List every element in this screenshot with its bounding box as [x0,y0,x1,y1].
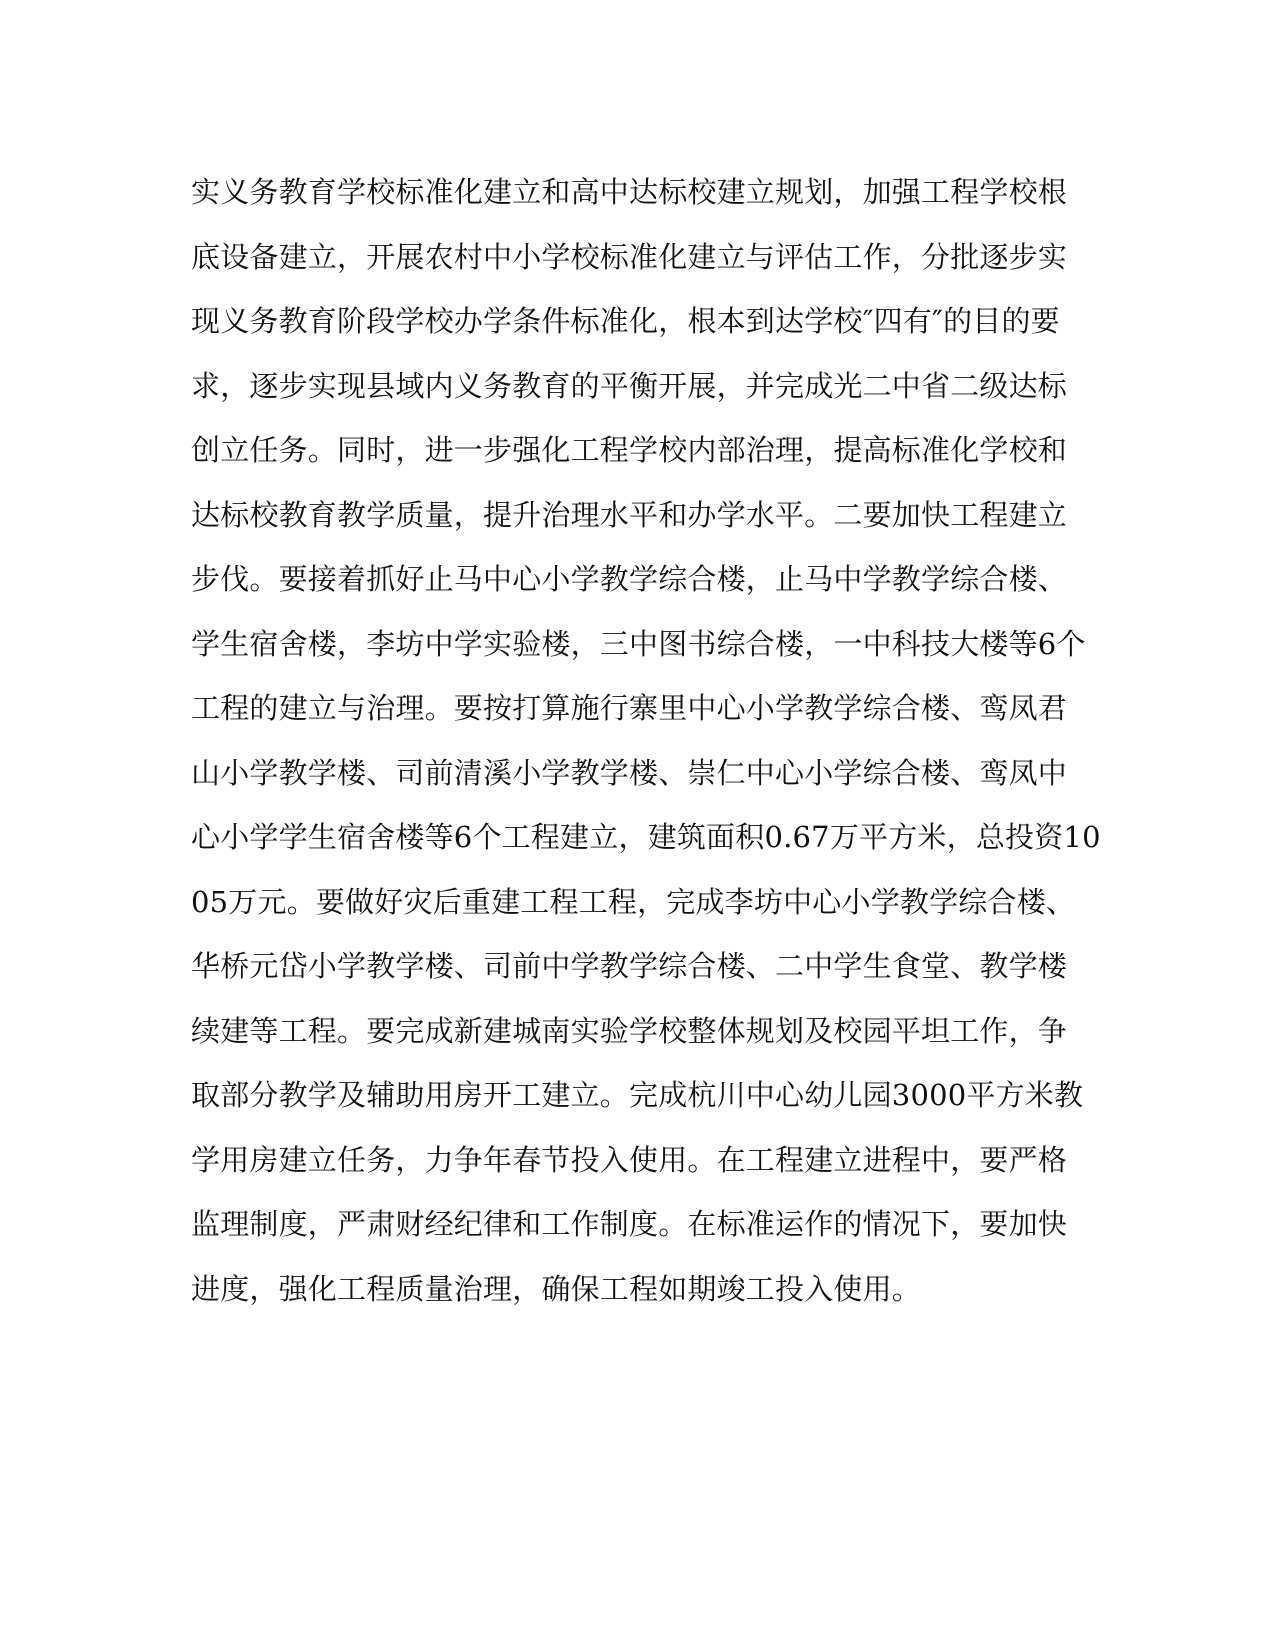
text-line: 山小学教学楼、司前清溪小学教学楼、崇仁中心小学综合楼、鸾凤中 [191,755,1068,790]
text-line: 续建等工程。要完成新建城南实验学校整体规划及校园平坦工作，争 [191,1013,1068,1048]
text-line: 现义务教育阶段学校办学条件标准化，根本到达学校″四有″的目的要 [191,304,1060,338]
text-line: 学用房建立任务，力争年春节投入使用。在工程建立进程中，要严格 [191,1142,1068,1177]
text-line: 创立任务。同时，进一步强化工程学校内部治理，提高标准化学校和 [191,433,1068,467]
text-line: 底设备建立，开展农村中小学校标准化建立与评估工作，分批逐步实 [191,239,1068,274]
text-line: 华桥元岱小学教学楼、司前中学教学综合楼、二中学生食堂、教学楼 [191,949,1068,983]
text-line: 心小学学生宿舍楼等6个工程建立，建筑面积0.67万平方米，总投资10 [191,820,1101,854]
text-line: 步伐。要接着抓好止马中心小学教学综合楼，止马中学教学综合楼、 [191,562,1068,596]
text-line: 达标校教育教学质量，提升治理水平和办学水平。二要加快工程建立 [191,497,1068,532]
text-line: 05万元。要做好灾后重建工程工程，完成李坊中心小学教学综合楼、 [191,884,1076,919]
text-line: 取部分教学及辅助用房开工建立。完成杭川中心幼儿园3000平方米教 [191,1078,1084,1112]
text-line: 求，逐步实现县域内义务教育的平衡开展，并完成光二中省二级达标 [191,368,1068,403]
text-line: 监理制度，严肃财经纪律和工作制度。在标准运作的情况下，要加快 [191,1207,1068,1241]
text-line: 实义务教育学校标准化建立和高中达标校建立规划，加强工程学校根 [191,175,1068,209]
text-line: 工程的建立与治理。要按打算施行寨里中心小学教学综合楼、鸾凤君 [191,691,1068,725]
text-line: 学生宿舍楼，李坊中学实验楼，三中图书综合楼，一中科技大楼等6个 [191,626,1086,661]
body-text [191,160,1101,1321]
text-line: 进度，强化工程质量治理，确保工程如期竣工投入使用。 [191,1271,922,1306]
